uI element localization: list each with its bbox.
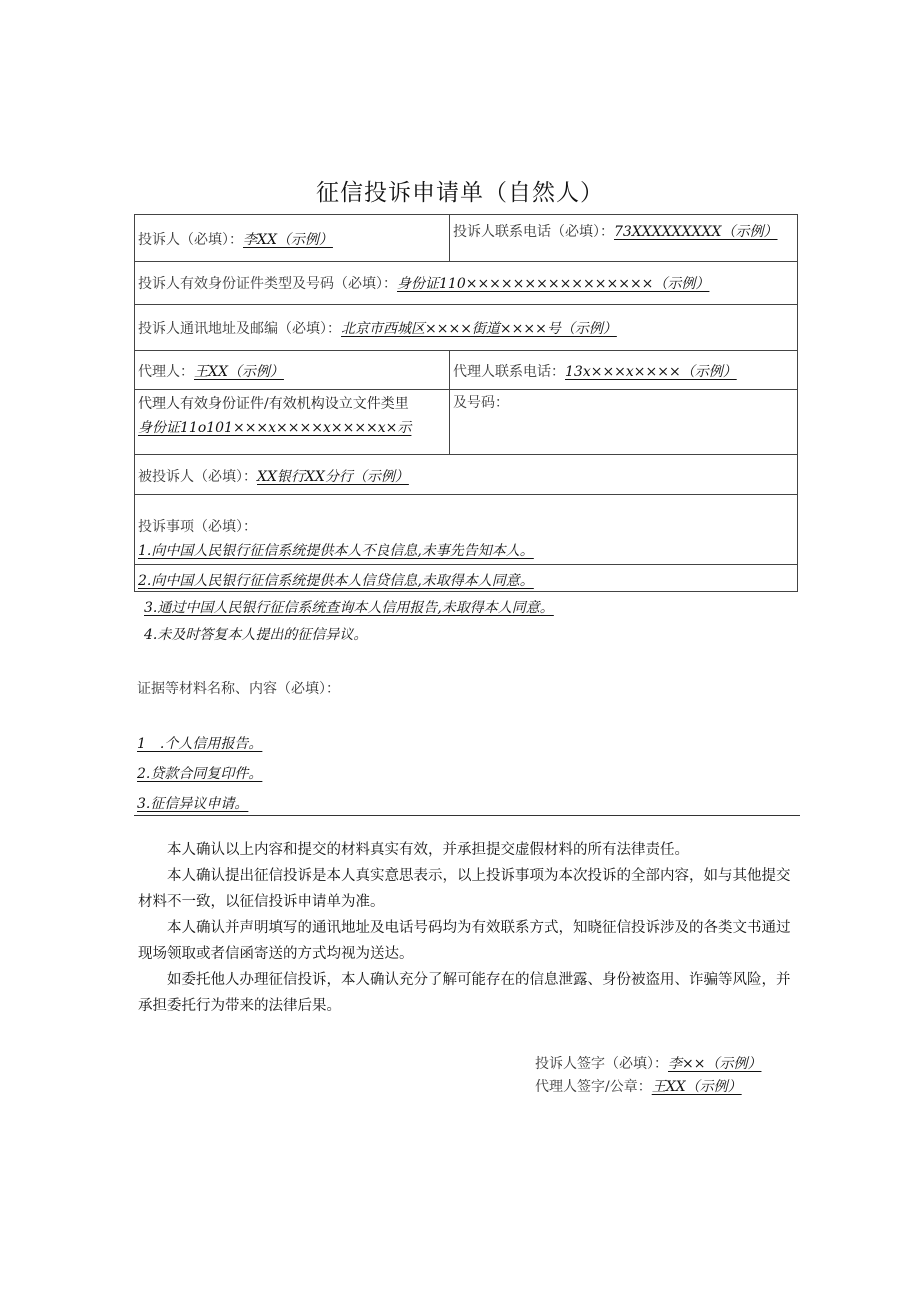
row-divider — [135, 304, 797, 305]
complainant-phone-value[interactable]: 73XXXXXXXXX（示例） — [614, 224, 778, 240]
agent-label: 代理人： — [138, 364, 194, 380]
complainant-phone-field[interactable] — [453, 223, 793, 259]
agent-id-number-label: 及号码： — [453, 395, 509, 411]
page-title: 征信投诉申请单（自然人） — [316, 180, 604, 206]
complainant-address-field[interactable] — [138, 320, 796, 338]
declaration-1: 本人确认以上内容和提交的材料真实有效，并承担提交虚假材料的所有法律责任。 — [167, 842, 689, 858]
agent-phone-label: 代理人联系电话： — [453, 364, 565, 380]
complainant-value[interactable]: 李XX（示例） — [243, 232, 333, 248]
evidence-item-3[interactable]: 3.征信异议申请。 — [137, 796, 249, 812]
agent-id-value[interactable]: 身份证11o101×××x××××x××××x×示 — [138, 420, 412, 436]
respondent-label: 被投诉人（必填）： — [138, 469, 257, 485]
complainant-address-value[interactable]: 北京市西城区××××街道××××号（示例） — [341, 321, 617, 337]
agent-phone-field[interactable] — [453, 363, 793, 381]
matter-item-2[interactable]: 2.向中国人民银行征信系统提供本人信贷信息,未取得本人同意。 — [138, 573, 534, 589]
declaration-4: 如委托他人办理征信投诉，本人确认充分了解可能存在的信息泄露、身份被盗用、诈骗等风险，并承担委托行为带来的法律后果。 — [138, 972, 791, 1014]
declaration-2: 本人确认提出征信投诉是本人真实意思表示，以上投诉事项为本次投诉的全部内容，如与其他提交材料不一致，以征信投诉申请单为准。 — [138, 868, 791, 910]
matter-item-3[interactable]: 3.通过中国人民银行征信系统查询本人信用报告,未取得本人同意。 — [144, 600, 554, 616]
matter-item-1[interactable]: 1.向中国人民银行征信系统提供本人不良信息,未事先告知本人。 — [138, 543, 534, 559]
row-divider — [135, 494, 797, 495]
row-divider — [135, 350, 797, 351]
row-divider — [135, 261, 797, 262]
evidence-label: 证据等材料名称、内容（必填）： — [137, 681, 340, 697]
complainant-signature-field[interactable] — [535, 1055, 761, 1073]
complaint-form-table — [134, 214, 798, 592]
matter-item-4[interactable]: 4.未及时答复本人提出的征信异议。 — [144, 627, 368, 643]
agent-signature-value[interactable]: 王XX（示例） — [651, 1079, 742, 1095]
evidence-item-2[interactable]: 2.贷款合同复印件。 — [137, 766, 263, 782]
declarations — [138, 837, 798, 1019]
row-divider — [135, 389, 797, 390]
agent-signature-label: 代理人签字/公章： — [535, 1079, 652, 1095]
complainant-id-label: 投诉人有效身份证件类型及号码（必填）： — [138, 276, 397, 292]
section-divider — [134, 815, 800, 816]
column-divider — [449, 350, 450, 454]
row-divider — [135, 564, 797, 565]
respondent-value[interactable]: XX银行XX分行（示例） — [257, 469, 409, 485]
agent-value[interactable]: 王XX（示例） — [194, 364, 284, 380]
complainant-address-label: 投诉人通讯地址及邮编（必填）： — [138, 321, 341, 337]
agent-field[interactable] — [138, 363, 446, 381]
complainant-phone-label: 投诉人联系电话（必填）： — [453, 224, 614, 240]
complainant-signature-value[interactable]: 李××（示例） — [668, 1056, 762, 1072]
agent-id-label-line: 代理人有效身份证件/有效机构设立文件类里 — [138, 396, 409, 412]
complainant-field[interactable] — [138, 231, 446, 249]
matters-label: 投诉事项（必填）： — [138, 519, 257, 535]
column-divider — [449, 215, 450, 261]
declaration-3: 本人确认并声明填写的通讯地址及电话号码均为有效联系方式，知晓征信投诉涉及的各类文书通过现场领取或者信函寄送的方式均视为送达。 — [138, 920, 791, 962]
respondent-field[interactable] — [138, 468, 796, 486]
agent-signature-field[interactable] — [535, 1078, 742, 1096]
complainant-id-value[interactable]: 身份证110××××××××××××××××（示例） — [397, 276, 710, 292]
agent-phone-value[interactable]: 13x×××x××××（示例） — [565, 364, 737, 380]
evidence-item-1[interactable]: 1 .个人信用报告。 — [137, 736, 263, 752]
complainant-label: 投诉人（必填）： — [138, 232, 243, 248]
row-divider — [135, 454, 797, 455]
complainant-id-field[interactable] — [138, 275, 796, 293]
complainant-signature-label: 投诉人签字（必填）： — [535, 1056, 668, 1072]
